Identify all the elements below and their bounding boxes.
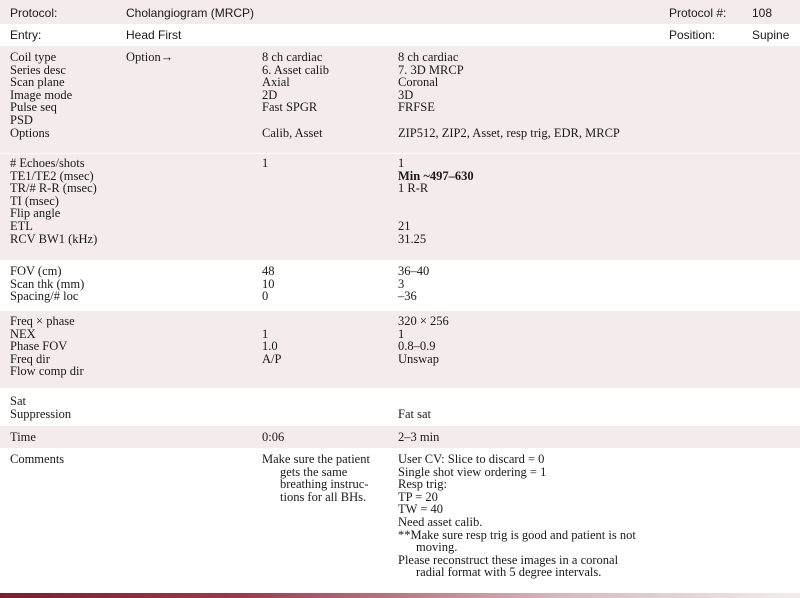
row-label: Flip angle — [10, 206, 61, 221]
section-timing-col2 — [398, 157, 474, 245]
comment-line: Resp trig: — [398, 477, 447, 492]
cell-value — [262, 114, 329, 127]
section-coil-col1 — [262, 51, 329, 139]
row-label: TI (msec) — [10, 193, 59, 208]
cell-value: Fat sat — [398, 406, 431, 421]
row-label: TR/# R-R (msec) — [10, 181, 97, 196]
comment-line: TP = 20 — [398, 489, 438, 504]
row-label: Image mode — [10, 87, 73, 102]
section-time-col2 — [398, 431, 439, 444]
row-label: # Echoes/shots — [10, 156, 85, 170]
comment-line: moving. — [416, 540, 458, 555]
cell-value: 320 × 256 — [398, 314, 449, 328]
row-label: Flow comp dir — [10, 364, 84, 379]
cell-value: ZIP512, ZIP2, Asset, resp trig, EDR, MRCP — [398, 125, 620, 140]
cell-value: 10 — [262, 276, 275, 291]
row-label: Freq × phase — [10, 314, 75, 328]
comment-line: **Make sure resp trig is good and patient is not — [398, 527, 636, 542]
section-coil-col2 — [398, 51, 620, 139]
cell-value: 0.8–0.9 — [398, 339, 436, 354]
row-label: NEX — [10, 326, 36, 341]
row-label: ETL — [10, 218, 33, 233]
comment-line: radial format with 5 degree intervals. — [416, 565, 602, 580]
row-label: Scan plane — [10, 75, 65, 90]
cell-value — [262, 315, 281, 328]
cell-value: 1.0 — [262, 339, 278, 354]
row-label: Sat — [10, 394, 26, 408]
row-label: Options — [10, 125, 50, 140]
cell-value — [262, 207, 268, 220]
comment-line: breathing instruc- — [280, 477, 369, 492]
cell-value: 36–40 — [398, 264, 430, 278]
comments-col2 — [398, 453, 636, 579]
section-matrix-col1 — [262, 315, 281, 378]
section-coil-labels — [10, 51, 72, 139]
cell-value: Coronal — [398, 75, 439, 90]
row-label: Time — [10, 430, 36, 444]
comment-line: Please reconstruct these images in a coronal — [398, 552, 619, 567]
row-label: Phase FOV — [10, 339, 68, 354]
comment-line: tions for all BHs. — [280, 489, 367, 504]
section-fov-col2 — [398, 265, 429, 303]
section-timing-col1 — [262, 157, 268, 245]
comments-col1 — [262, 453, 370, 503]
cell-value — [262, 170, 268, 183]
row-label: Coil type — [10, 50, 57, 64]
row-label: Spacing/# loc — [10, 289, 79, 304]
cell-value: 1 — [262, 156, 269, 170]
cell-value — [262, 195, 268, 208]
cell-value: 48 — [262, 264, 275, 278]
cell-value: 0 — [262, 289, 269, 304]
position-value: Supine — [752, 28, 790, 42]
row-label: Series desc — [10, 62, 66, 77]
row-label: RCV BW1 (kHz) — [10, 231, 98, 246]
cell-value: A/P — [262, 351, 282, 366]
section-saturation-labels — [10, 395, 71, 420]
cell-value — [262, 182, 268, 195]
cell-value: Axial — [262, 75, 290, 90]
section-fov-col1 — [262, 265, 275, 303]
bottom-accent-bar — [0, 593, 800, 598]
position-label: Position: — [669, 28, 716, 42]
option-label: Option→ — [126, 50, 174, 64]
cell-value: 8 ch cardiac — [262, 50, 323, 64]
cell-value: Calib, Asset — [262, 125, 323, 140]
protocol-number-value: 108 — [752, 6, 773, 20]
cell-value: 2D — [262, 87, 278, 102]
cell-value: 3D — [398, 87, 414, 102]
cell-value — [262, 220, 268, 233]
cell-value — [262, 365, 281, 378]
cell-value — [398, 114, 620, 127]
cell-value: 2–3 min — [398, 430, 440, 444]
section-matrix-labels — [10, 315, 84, 378]
section-saturation-col2 — [398, 395, 431, 420]
row-label: FOV (cm) — [10, 264, 62, 278]
row-label: PSD — [10, 112, 33, 127]
cell-value: 1 — [398, 156, 405, 170]
comments-label: Comments — [10, 452, 65, 466]
section-time-labels — [10, 431, 36, 444]
comment-line: Make sure the patient — [262, 452, 370, 466]
comment-line: Need asset calib. — [398, 514, 483, 529]
protocol-number-label: Protocol #: — [669, 6, 727, 20]
section-matrix-col2 — [398, 315, 449, 378]
row-label: Suppression — [10, 406, 72, 421]
comment-line: TW = 40 — [398, 502, 444, 517]
cell-value: 21 — [398, 218, 411, 233]
comment-line: Single shot view ordering = 1 — [398, 464, 547, 479]
cell-value: 8 ch cardiac — [398, 50, 459, 64]
cell-value: FRFSE — [398, 100, 435, 115]
comment-line: gets the same — [280, 464, 348, 479]
entry-value: Head First — [126, 28, 182, 42]
te-value: Min ~497–630 — [398, 168, 474, 183]
section-fov-labels — [10, 265, 84, 303]
cell-value: Fast SPGR — [262, 100, 318, 115]
row-label: TE1/TE2 (msec) — [10, 168, 94, 183]
cell-value: Unswap — [398, 351, 439, 366]
cell-value — [398, 195, 474, 208]
protocol-value: Cholangiogram (MRCP) — [126, 6, 255, 20]
comment-line: User CV: Slice to discard = 0 — [398, 452, 545, 466]
cell-value: –36 — [398, 289, 417, 304]
cell-value — [398, 365, 449, 378]
cell-value — [398, 395, 431, 408]
entry-label: Entry: — [10, 28, 42, 42]
cell-value: 0:06 — [262, 430, 285, 444]
protocol-label: Protocol: — [10, 6, 58, 20]
section-time-col1 — [262, 431, 284, 444]
cell-value — [262, 233, 268, 246]
cell-value: 31.25 — [398, 231, 427, 246]
cell-value: 1 — [262, 326, 269, 341]
row-label: Freq dir — [10, 351, 50, 366]
cell-value: 6. Asset calib — [262, 62, 330, 77]
cell-value: 1 R-R — [398, 181, 429, 196]
cell-value: 1 — [398, 326, 405, 341]
row-label: Scan thk (mm) — [10, 276, 85, 291]
cell-value: 3 — [398, 276, 405, 291]
cell-value: 7. 3D MRCP — [398, 62, 464, 77]
row-label: Pulse seq — [10, 100, 57, 115]
section-timing-labels — [10, 157, 97, 245]
